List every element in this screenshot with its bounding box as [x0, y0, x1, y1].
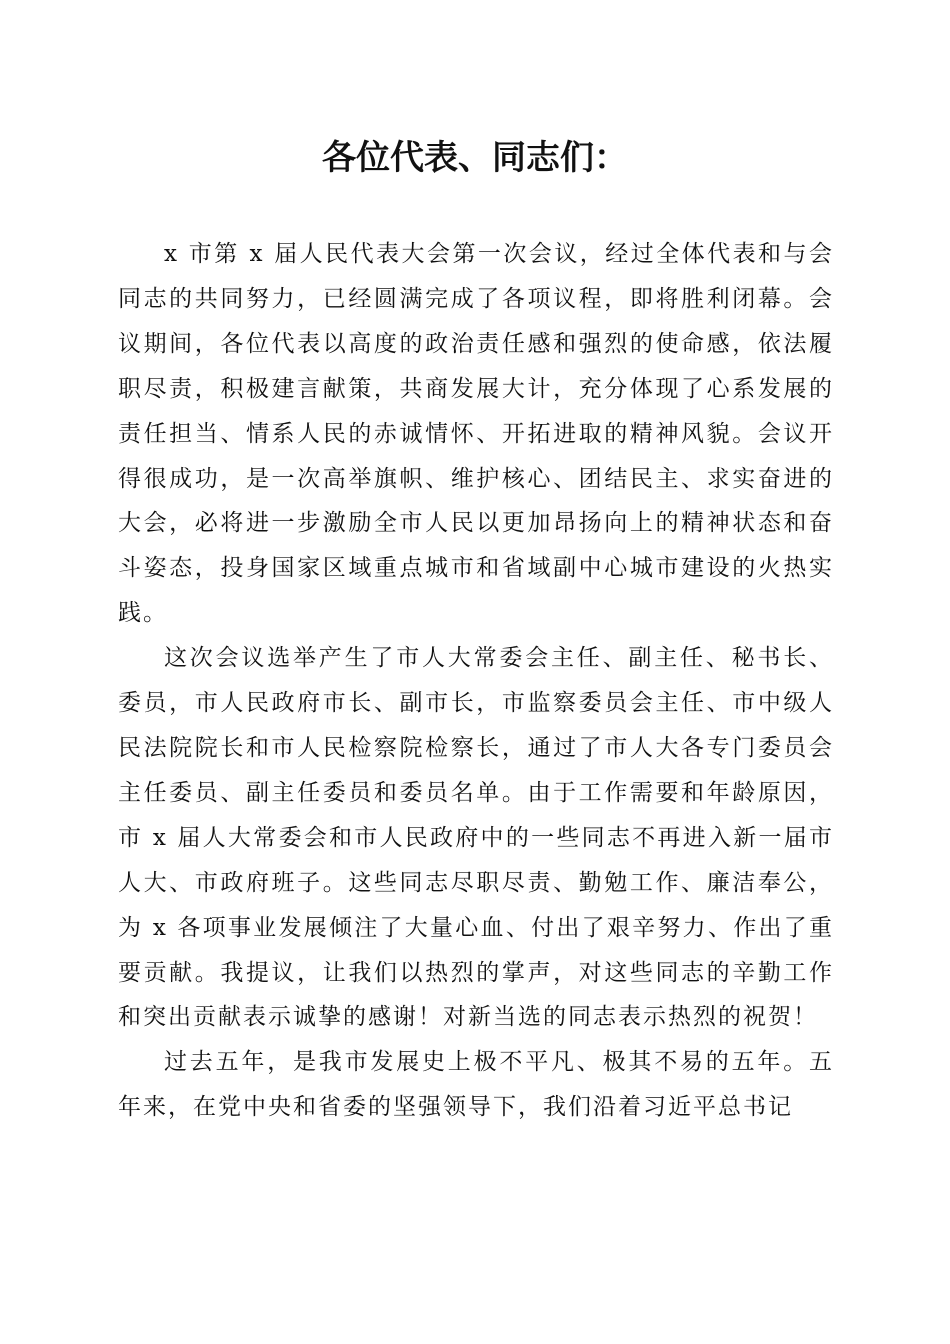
- paragraph-1: x 市第 x 届人民代表大会第一次会议，经过全体代表和与会同志的共同努力，已经圆满完成了各项议程，即将胜利闭幕。会议期间，各位代表以高度的政治责任感和强烈的使命感，依法履职尽责，积极建言献策，共商发展大计，充分体现了心系发展的责任担当、情系人民的赤诚情怀、开拓进取的精神风貌。会议开得很成功，是一次高举旗帜、维护核心、团结民主、求实奋进的大会，必将进一步激励全市人民以更加昂扬向上的精神状态和奋斗姿态，投身国家区域重点城市和省域副中心城市建设的火热实践。: [118, 241, 834, 627]
- paragraph-2: 这次会议选举产生了市人大常委会主任、副主任、秘书长、委员，市人民政府市长、副市长，市监察委员会主任、市中级人民法院院长和市人民检察院检察长，通过了市人大各专门委员会主任委员、副主任委员和委员名单。由于工作需要和年龄原因，市 x 届人大常委会和市人民政府中的一些同志不再进入新一届市人大、市政府班子。这些同志尽职尽责、勤勉工作、廉洁奉公，为 x 各项事业发展倾注了大量心血、付出了艰辛努力、作出了重要贡献。我提议，让我们以热烈的掌声，对这些同志的辛勤工作和突出贡献表示诚挚的感谢！对新当选的同志表示热烈的祝贺！: [118, 645, 834, 1031]
- document-title: 各位代表、同志们：: [322, 138, 628, 178]
- document-body: [118, 232, 834, 1130]
- paragraph-3: 过去五年，是我市发展史上极不平凡、极其不易的五年。五年来，在党中央和省委的坚强领导下，我们沿着习近平总书记: [118, 1049, 834, 1121]
